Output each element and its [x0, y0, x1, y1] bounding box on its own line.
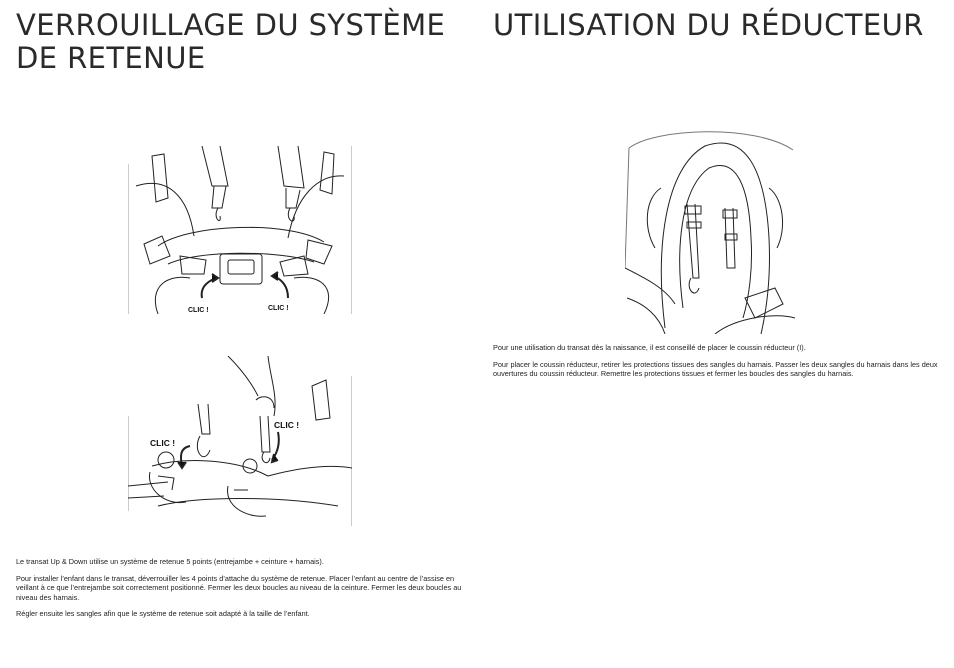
reducer-drawing: [625, 128, 795, 334]
section-title-reducer: UTILISATION DU RÉDUCTEUR: [493, 8, 924, 42]
title-line-2: DE RETENUE: [16, 41, 206, 75]
clic-label: CLIC !: [274, 420, 300, 430]
paragraph: Pour placer le coussin réducteur, retirer les protections tissues des sangles du harnais. Passer les deux sangles du harnais dans les deux ouvertures du coussin réducteur. Remettre les protections tissues et fermer les boucles des sangles du harnais.: [493, 359, 938, 379]
title-line-1: VERROUILLAGE DU SYSTÈME: [16, 8, 446, 42]
paragraph: Pour une utilisation du transat dès la naissance, il est conseillé de placer le coussin réducteur (I).: [493, 343, 806, 352]
paragraph: Régler ensuite les sangles afin que le système de retenue soit adapté à la taille de l’enfant.: [16, 609, 310, 619]
restraint-instructions: [16, 557, 464, 626]
hook-illustration: [128, 356, 352, 526]
buckle-drawing: [128, 146, 352, 314]
clic-label: CLIC !: [268, 305, 289, 312]
clic-label: CLIC !: [188, 307, 209, 314]
clic-label: CLIC !: [150, 438, 176, 448]
paragraph: Pour installer l’enfant dans le transat, déverrouiller les 4 points d’attache du système de retenue. Placer l’enfant au centre de l’assise en veillant à ce que l’entrejambe soit correctement positionné. Fermer les deux boucles au niveau de la ceinture. Fermer les deux boucles au niveau des harnais.: [16, 573, 462, 602]
paragraph: Le transat Up & Down utilise un système de retenue 5 points (entrejambe + ceinture + harnais).: [16, 557, 324, 566]
buckle-illustration: [128, 146, 352, 314]
hook-drawing: [128, 356, 352, 526]
reducer-illustration: [625, 128, 795, 334]
section-title-restraint: [16, 9, 466, 75]
reducer-instructions: [493, 343, 943, 386]
